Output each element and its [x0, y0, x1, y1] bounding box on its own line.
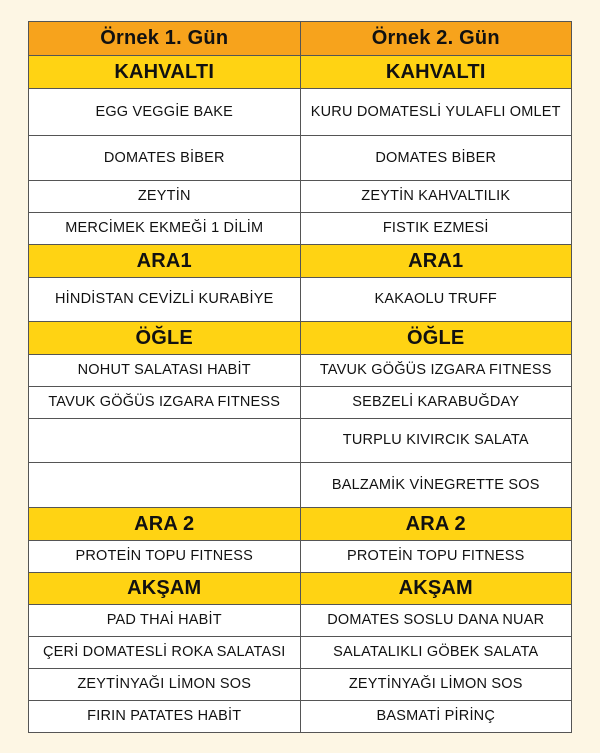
meal-item: HİNDİSTAN CEVİZLİ KURABİYE [29, 278, 301, 322]
meal-item: ÇERİ DOMATESLİ ROKA SALATASI [29, 637, 301, 669]
table-row [29, 463, 572, 508]
meal-item: PROTEİN TOPU FITNESS [300, 541, 572, 573]
section-label: ARA1 [29, 245, 301, 278]
meal-item: ZEYTİN KAHVALTILIK [300, 181, 572, 213]
meal-item: ZEYTİN [29, 181, 301, 213]
meal-item: ZEYTİNYAĞI LİMON SOS [300, 669, 572, 701]
meal-item: ZEYTİNYAĞI LİMON SOS [29, 669, 301, 701]
table-row [29, 541, 572, 573]
meal-item [29, 463, 301, 508]
table-row [29, 355, 572, 387]
meal-item: DOMATES BİBER [29, 136, 301, 181]
meal-item: BASMATİ PİRİNÇ [300, 701, 572, 733]
meal-item: FISTIK EZMESİ [300, 213, 572, 245]
meal-item: TURPLU KIVIRCIK SALATA [300, 419, 572, 463]
table-row [29, 213, 572, 245]
meal-item: MERCİMEK EKMEĞİ 1 DİLİM [29, 213, 301, 245]
meal-item: NOHUT SALATASI HABİT [29, 355, 301, 387]
meal-item: KURU DOMATESLİ YULAFLI OMLET [300, 89, 572, 136]
table-row [29, 637, 572, 669]
day-1-header: Örnek 1. Gün [29, 22, 301, 56]
meal-item: EGG VEGGİE BAKE [29, 89, 301, 136]
section-row-lunch [29, 322, 572, 355]
section-label: ÖĞLE [29, 322, 301, 355]
meal-item: DOMATES SOSLU DANA NUAR [300, 605, 572, 637]
table-row [29, 419, 572, 463]
section-row-snack-1 [29, 245, 572, 278]
section-label: AKŞAM [29, 573, 301, 605]
table-row [29, 669, 572, 701]
table-row [29, 89, 572, 136]
section-row-dinner [29, 573, 572, 605]
section-label: KAHVALTI [300, 56, 572, 89]
table-header-row [29, 22, 572, 56]
table-row [29, 136, 572, 181]
meal-item: SALATALIKLI GÖBEK SALATA [300, 637, 572, 669]
table-row [29, 387, 572, 419]
meal-item [29, 419, 301, 463]
meal-item: TAVUK GÖĞÜS IZGARA FITNESS [300, 355, 572, 387]
meal-item: PAD THAİ HABİT [29, 605, 301, 637]
meal-item: SEBZELİ KARABUĞDAY [300, 387, 572, 419]
section-label: ARA 2 [29, 508, 301, 541]
section-label: ÖĞLE [300, 322, 572, 355]
meal-plan-table [28, 21, 572, 733]
table-row [29, 181, 572, 213]
section-row-snack-2 [29, 508, 572, 541]
table-row [29, 701, 572, 733]
meal-item: KAKAOLU TRUFF [300, 278, 572, 322]
table-row [29, 605, 572, 637]
meal-item: FIRIN PATATES HABİT [29, 701, 301, 733]
section-label: KAHVALTI [29, 56, 301, 89]
meal-item: DOMATES BİBER [300, 136, 572, 181]
meal-item: PROTEİN TOPU FITNESS [29, 541, 301, 573]
meal-item: TAVUK GÖĞÜS IZGARA FITNESS [29, 387, 301, 419]
table-row [29, 278, 572, 322]
section-label: AKŞAM [300, 573, 572, 605]
day-2-header: Örnek 2. Gün [300, 22, 572, 56]
section-label: ARA 2 [300, 508, 572, 541]
meal-item: BALZAMİK VİNEGRETTE SOS [300, 463, 572, 508]
section-label: ARA1 [300, 245, 572, 278]
section-row-breakfast [29, 56, 572, 89]
